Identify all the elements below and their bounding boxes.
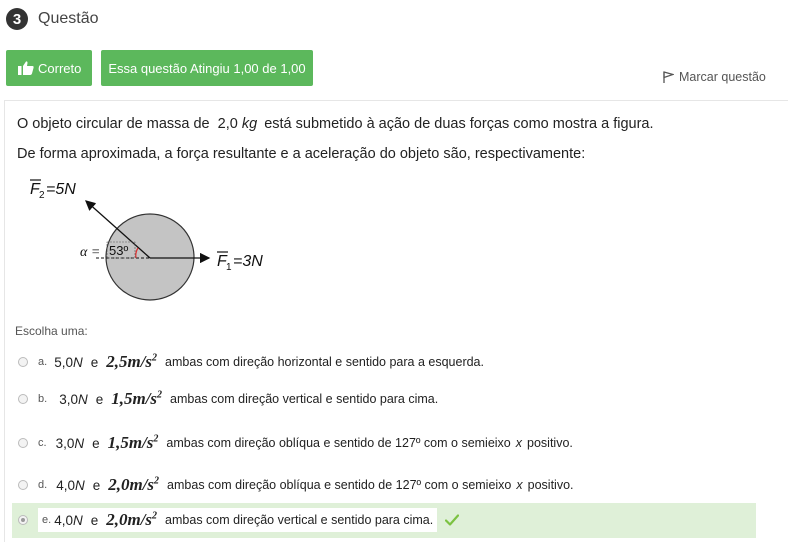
flag-icon (663, 71, 674, 83)
f2-label: F (30, 181, 40, 198)
force-diagram (24, 172, 274, 302)
correct-status-badge (6, 50, 92, 86)
option-c[interactable]: c. 3,0N e $1,5m/s^2$ ambas com direção oblíqua e sentido de 127º com o semieixo x positivo. (18, 433, 573, 453)
option-a-radio[interactable] (18, 357, 28, 367)
flag-label: Marcar questão (679, 70, 766, 84)
option-b-radio[interactable] (18, 394, 28, 404)
f2-subscript: 2 (39, 190, 45, 201)
question-number-badge: 3 (6, 8, 28, 30)
f1-value: =3N (233, 253, 263, 270)
flag-question-link[interactable] (663, 70, 766, 84)
question-title: Questão (38, 10, 99, 27)
grade-badge: Essa questão Atingiu 1,00 de 1,00 (101, 50, 313, 86)
thumbs-up-icon (18, 61, 34, 75)
option-b[interactable]: b. 3,0N e $1,5m/s^2$ ambas com direção vertical e sentido para cima. (18, 389, 438, 409)
angle-value: 53º (109, 243, 129, 258)
alpha-label: α = (80, 245, 101, 260)
option-a[interactable]: a. 5,0N e $2,5m/s^2$ ambas com direção horizontal e sentido para a esquerda. (18, 352, 484, 372)
f1-subscript: 1 (226, 262, 232, 273)
f2-value: =5N (46, 181, 76, 198)
option-d-radio[interactable] (18, 480, 28, 490)
question-header (6, 6, 98, 32)
checkmark-icon (445, 514, 459, 526)
question-text-line-1: O objeto circular de massa de 2,0 kg está submetido à ação de duas forças como mostra a figura. (17, 116, 654, 132)
question-text-line-2: De forma aproximada, a força resultante e a aceleração do objeto são, respectivamente: (17, 146, 586, 162)
correct-label: Correto (38, 60, 82, 76)
option-d[interactable]: d. 4,0N e $2,0m/s^2$ ambas com direção oblíqua e sentido de 127º com o semieixo x positivo. (18, 475, 574, 495)
f1-label: F (217, 253, 227, 270)
choose-one-prompt: Escolha uma: (15, 324, 88, 338)
option-e-radio[interactable] (18, 515, 28, 525)
option-e[interactable]: e. 4,0N e $2,0m/s^2$ ambas com direção vertical e sentido para cima. (18, 508, 459, 532)
option-c-radio[interactable] (18, 438, 28, 448)
